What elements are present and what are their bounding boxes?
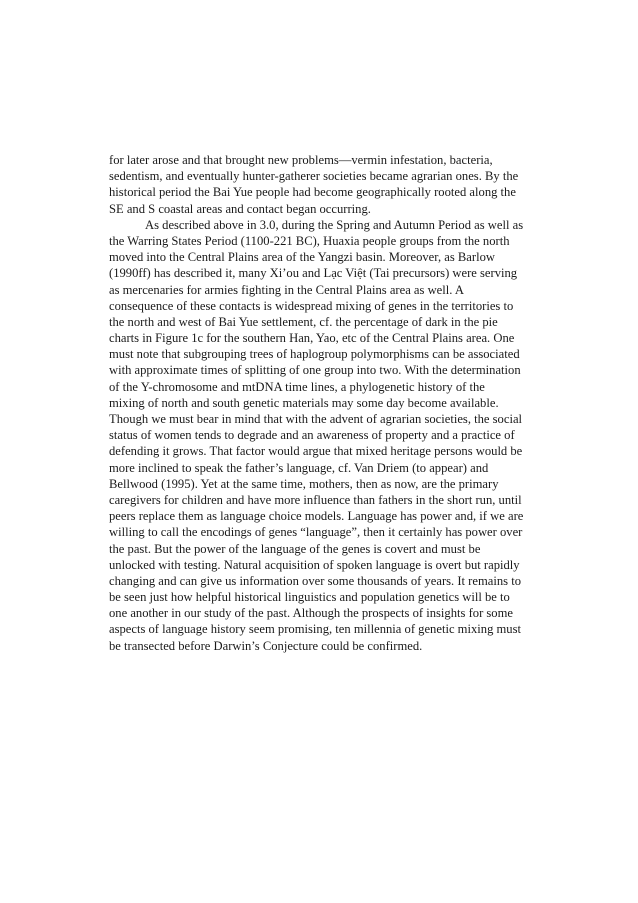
text-line: must note that subgrouping trees of haplogroup polymorphisms can be associated	[109, 347, 520, 362]
text-line: the Warring States Period (1100-221 BC), Huaxia people groups from the north	[109, 233, 510, 248]
text-line: SE and S coastal areas and contact began occurring.	[109, 201, 371, 216]
text-line: Though we must bear in mind that with the advent of agrarian societies, the social	[109, 412, 523, 426]
text-line: mixing of north and south genetic materials may some day become available.	[109, 395, 499, 410]
text-line: status of women tends to degrade and an awareness of property and a practice of	[109, 428, 515, 443]
paragraph-start-line: As described above in 3.0, during the Spring and Autumn Period as well as	[145, 217, 524, 232]
text-line: of the Y-chromosome and mtDNA time lines, a phylogenetic history of the	[109, 379, 485, 394]
text-line: Bellwood (1995). Yet at the same time, mothers, then as now, are the primary	[109, 476, 499, 491]
text-line: more inclined to speak the father’s language, cf. Van Driem (to appear) and	[109, 460, 489, 475]
text-line: moved into the Central Plains area of the Yangzi basin. Moreover, as Barlow	[109, 250, 495, 265]
text-line: historical period the Bai Yue people had become geographically rooted along the	[109, 185, 516, 200]
text-line: aspects of language history seem promising, ten millennia of genetic mixing must	[109, 622, 522, 637]
text-line: caregivers for children and have more influence than fathers in the short run, until	[109, 492, 522, 507]
text-line: defending it grows. That factor would argue that mixed heritage persons would be	[109, 444, 523, 459]
text-line: as mercenaries for armies fighting in the Central Plains area as well. A	[109, 282, 464, 297]
text-line: unlocked with testing. Natural acquisition of spoken language is overt but rapidly	[109, 557, 520, 572]
text-line: one another in our study of the past. Although the prospects of insights for some	[109, 606, 513, 621]
text-line: charts in Figure 1c for the southern Han, Yao, etc of the Central Plains area. One	[109, 331, 515, 346]
text-line: the north and west of Bai Yue settlement, cf. the percentage of dark in the pie	[109, 314, 498, 329]
text-line: the past. But the power of the language of the genes is covert and must be	[109, 541, 481, 556]
text-line: sedentism, and eventually hunter-gatherer societies became agrarian ones. By the	[109, 169, 519, 184]
text-line: be seen just how helpful historical linguistics and population genetics will be to	[109, 590, 510, 605]
text-line: changing and can give us information over some thousands of years. It remains to	[109, 573, 521, 588]
text-line: (1990ff) has described it, many Xi’ou and Lạc Việt (Tai precursors) were serving	[109, 266, 518, 281]
text-line: with approximate times of splitting of one group into two. With the determination	[109, 363, 521, 378]
text-line: for later arose and that brought new problems—vermin infestation, bacteria,	[109, 153, 493, 167]
text-line: peers replace them as language choice models. Language has power and, if we are	[109, 509, 524, 524]
text-line: willing to call the encodings of genes “language”, then it certainly has power over	[109, 525, 523, 540]
body-text	[109, 152, 537, 654]
text-line: consequence of these contacts is widespread mixing of genes in the territories to	[109, 298, 514, 313]
text-line: be transected before Darwin’s Conjecture could be confirmed.	[109, 638, 423, 653]
